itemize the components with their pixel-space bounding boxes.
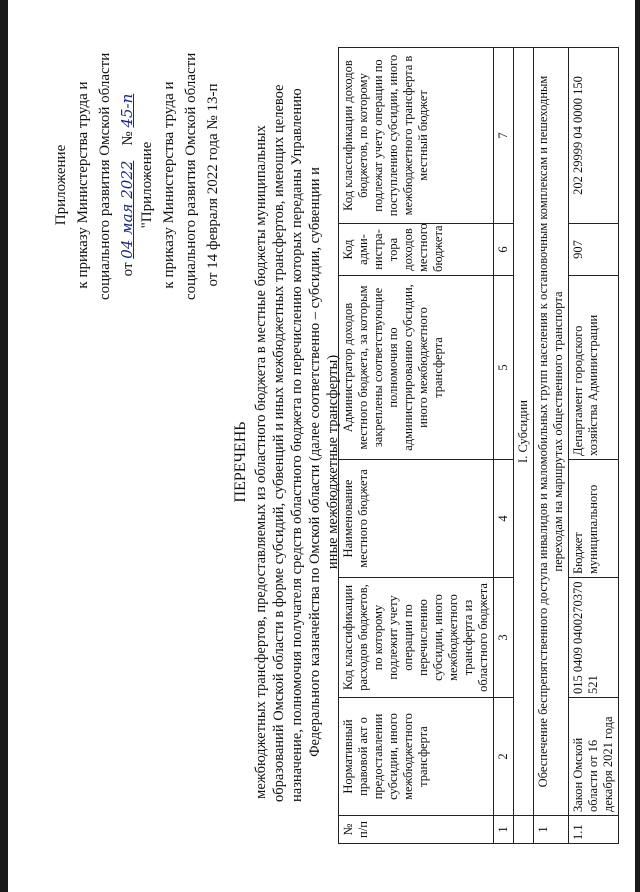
document-title — [232, 84, 342, 802]
title-line-2: образований Омской области в форме субсидий, субвенций и иных межбюджетных трансфертов, имеющих целевое — [271, 84, 287, 802]
column-number: 2 — [494, 698, 514, 816]
header-cell: Код классификации доходов бюджетов, по которому подлежат учету операции по поступлению субсидии, иного межбюджетного трансферта в местный бюджет — [339, 48, 494, 224]
header-cell: Нормативный правовой акт о предоставлении субсидии, иного межбюджетного трансферта — [339, 698, 494, 816]
prev-approval-line-4: от 14 февраля 2022 года № 13-п — [205, 83, 221, 287]
header-cell: Администратор доходов местного бюджета, за которым закреплены соответствующие полномочия по администрированию субсидии, иного межбюджетного трансферта — [339, 276, 494, 460]
row-admin-code: 907 — [569, 224, 619, 276]
approval-block — [50, 52, 139, 300]
prev-approval-line-1: "Приложение — [139, 141, 155, 229]
section-empty-cell — [514, 816, 534, 844]
row-expense-code: 015 0409 0400270370 521 — [569, 578, 619, 698]
table-header-row — [339, 48, 494, 844]
group-number: 1 — [534, 816, 569, 844]
title-line-1: межбюджетных трансфертов, предоставляемых из областного бюджета в местные бюджеты муниципальных — [253, 125, 269, 799]
title-line-4: Федерального казначейства по Омской области (далее соответственно – субсидии, субвенции и — [307, 167, 323, 757]
prev-approval-line-3: социального развития Омской области — [183, 52, 199, 300]
column-number: 1 — [494, 816, 514, 844]
column-number: 5 — [494, 276, 514, 460]
title-line-3: назначение, полномочия получателя средств областного бюджета по перечислению которых переданы Управлению — [289, 88, 305, 802]
row-legal-act: Закон Омской области от 16 декабря 2021 года — [569, 698, 619, 816]
approval-num-handwritten: 45-п — [118, 93, 136, 128]
table-section-row — [514, 48, 534, 844]
row-number: 1.1 — [569, 816, 619, 844]
column-number: 4 — [494, 460, 514, 578]
row-income-code: 202 29999 04 0000 150 — [569, 48, 619, 224]
table-row — [569, 48, 619, 844]
section-title: I. Субсидии — [514, 48, 534, 816]
previous-approval-block — [136, 52, 224, 300]
column-number: 7 — [494, 48, 514, 224]
approval-date-prefix: от — [120, 262, 136, 277]
table-number-row — [494, 48, 514, 844]
header-cell: № п/п — [339, 816, 494, 844]
column-number: 3 — [494, 578, 514, 698]
row-budget-name: Бюджет муниципального — [569, 460, 619, 578]
table-group-row — [534, 48, 569, 844]
approval-date-handwritten: 04 мая 2022 — [118, 160, 136, 259]
row-administrator: Департамент городского хозяйства Администрации — [569, 276, 619, 460]
title-heading: ПЕРЕЧЕНЬ — [232, 421, 249, 503]
approval-line-1: Приложение — [53, 144, 69, 226]
transfers-table — [338, 47, 619, 844]
header-cell: Код адми-нистра-тора доходов местного бюджета — [339, 224, 494, 276]
prev-approval-line-2: к приказу Министерства труда и — [161, 81, 177, 289]
approval-num-prefix: № — [120, 131, 136, 146]
title-line-5: иные межбюджетные трансферты) — [325, 354, 341, 570]
approval-line-3: социального развития Омской области — [97, 52, 113, 300]
column-number: 6 — [494, 224, 514, 276]
approval-line-2: к приказу Министерства труда и — [75, 81, 91, 289]
group-description: Обеспечение беспрепятственного доступа инвалидов и маломобильных групп населения к остановочным комплексам и пешеходным переходам на маршрутах общественного транспорта — [534, 48, 569, 816]
header-cell: Код классификации расходов бюджетов, по которому подлежит учету операции по перечислению субсидии, иного межбюджетного трансферта из областного бюджета — [339, 578, 494, 698]
header-cell: Наименование местного бюджета — [339, 460, 494, 578]
